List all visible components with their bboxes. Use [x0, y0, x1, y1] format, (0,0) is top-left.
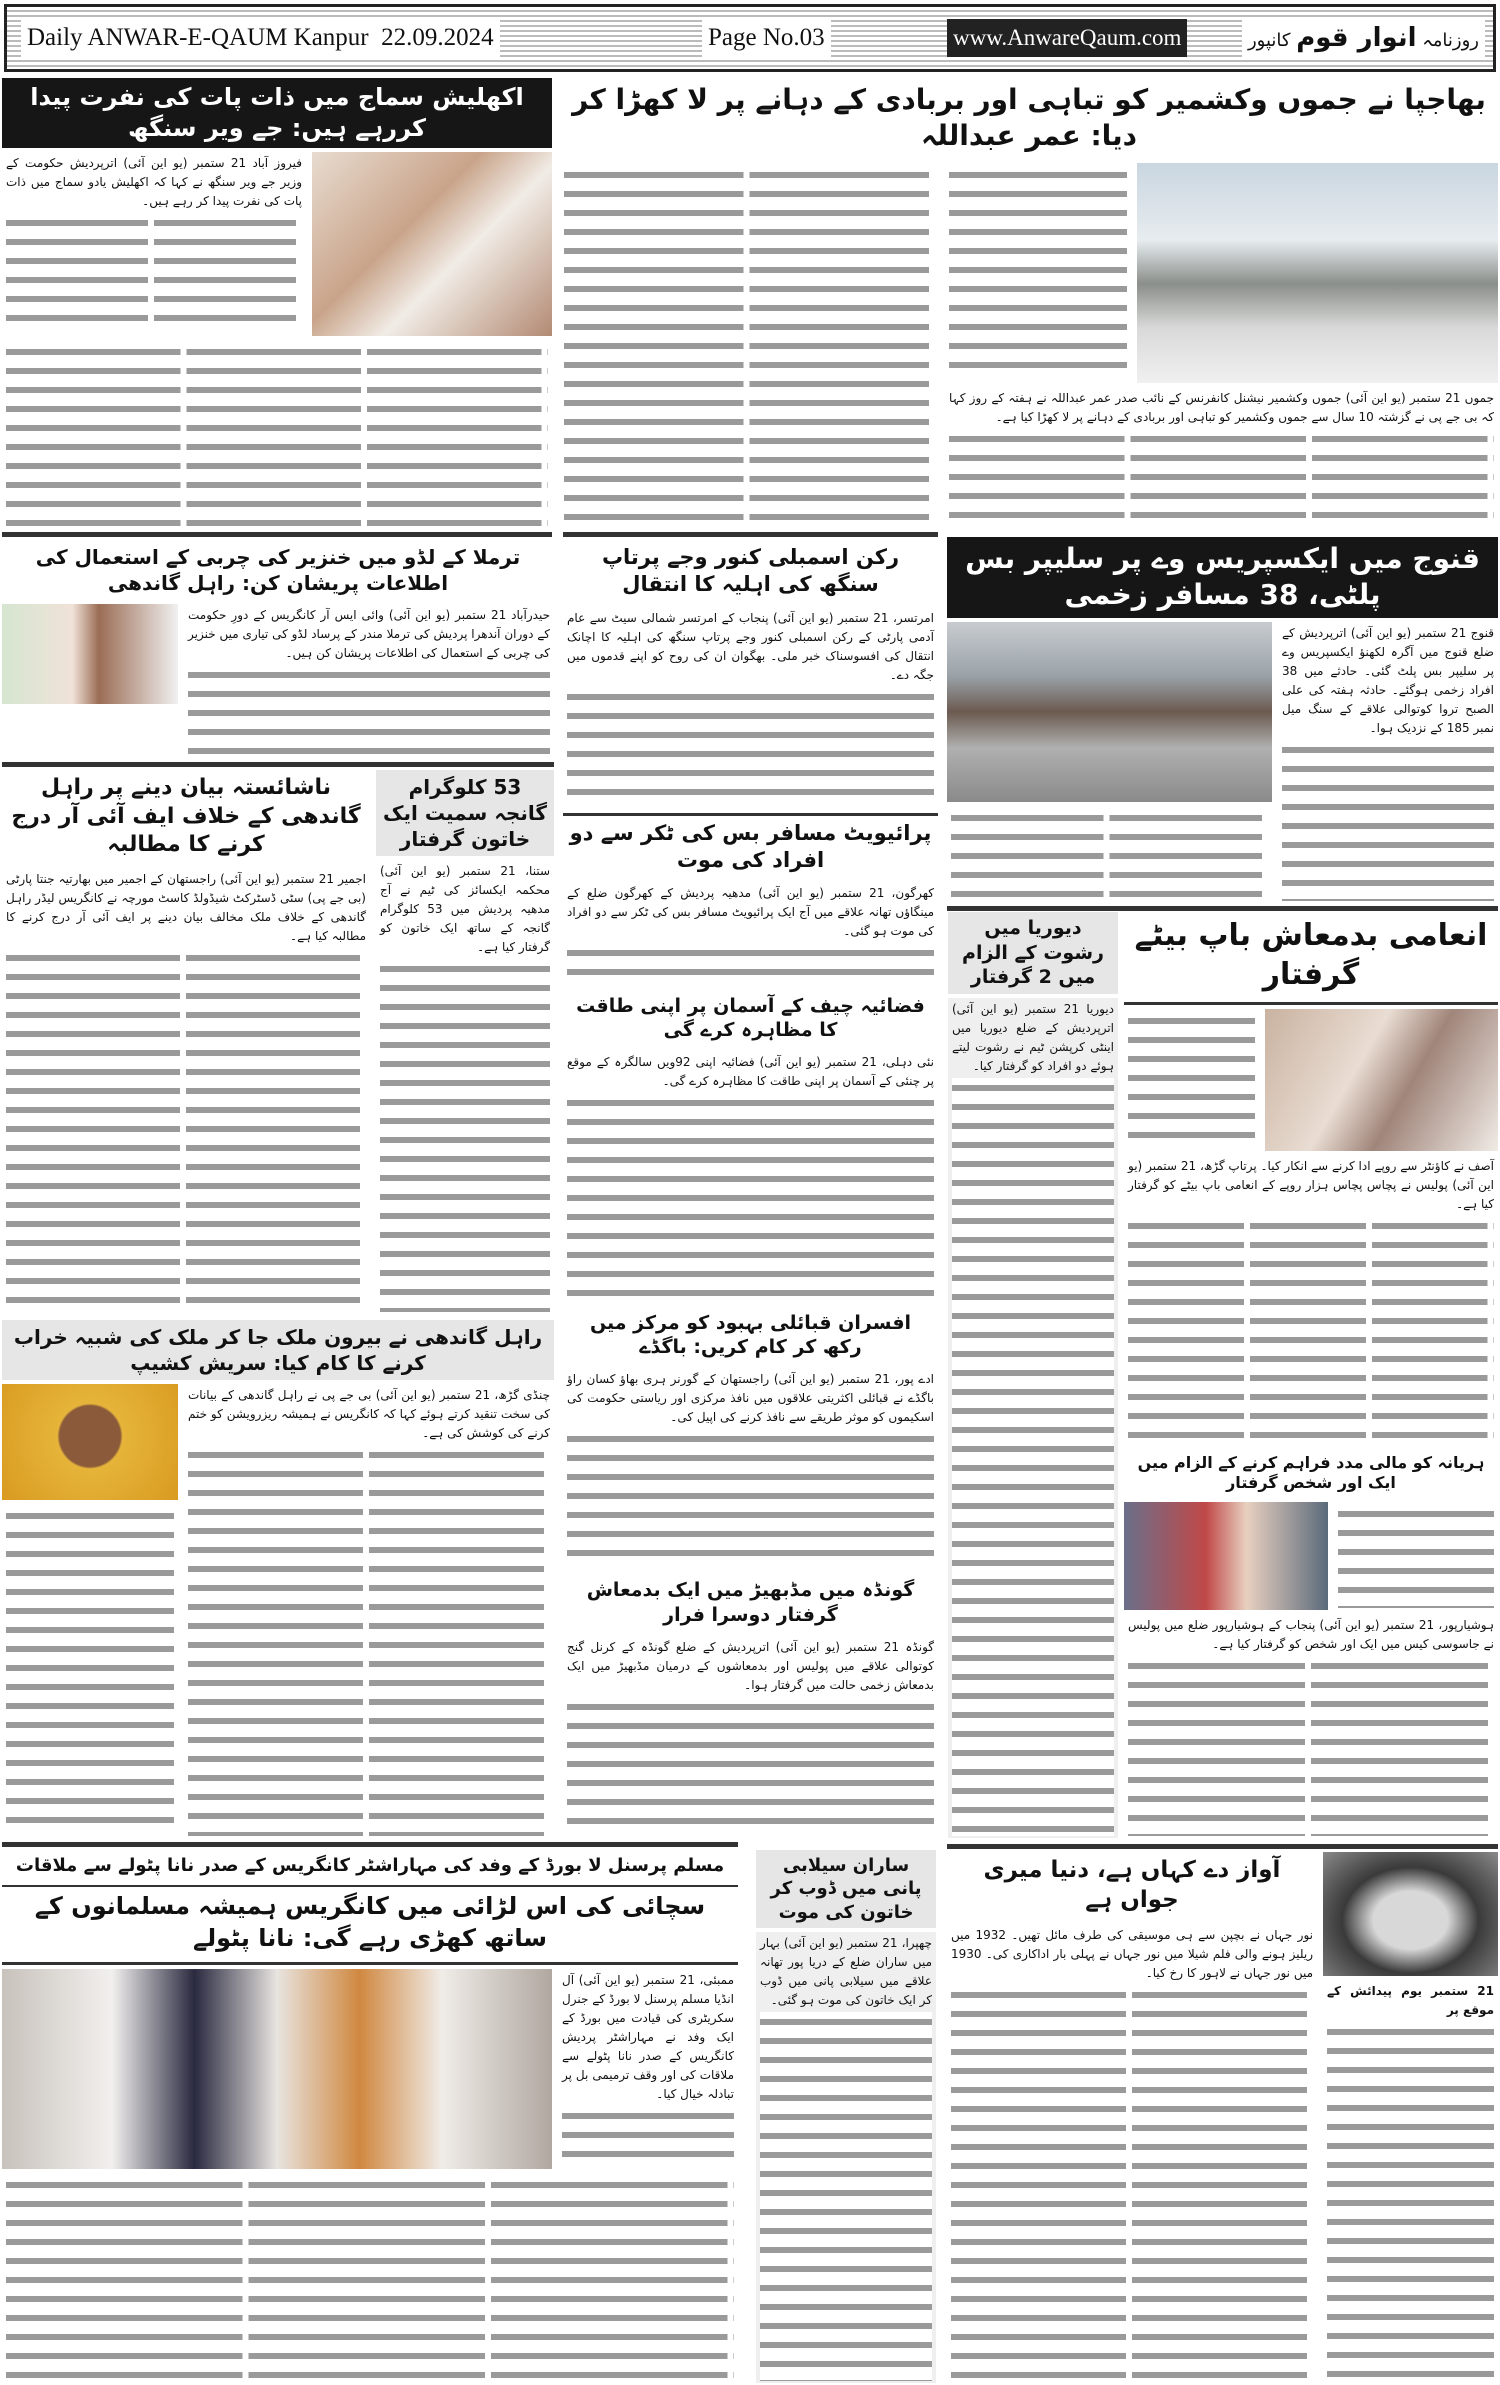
- delegation-photo: [2, 1969, 552, 2169]
- mla-wife-body: امرتسر، 21 ستمبر (یو این آئی) پنجاب کے امرتسر شمالی سیٹ سے عام آدمی پارٹی کے رکن اسمبلی کنور وجے پرتاپ سنگھ کی اہلیہ کا اچانک انتقال کی افسوسناک خبر ملی۔ بھگوان ان کی روح کو اپنے قدموں میں جگہ دے۔: [563, 607, 938, 809]
- gonda-body: گونڈہ 21 ستمبر (یو این آئی) اترپردیش کے ضلع گونڈہ کے کرنل گنج کوتوالی علاقے میں پولیس اور بدمعاشوں کے درمیان مڈبھیڑ میں ایک بدمعاش زخمی حالت میں گرفتار ہوا۔: [563, 1636, 938, 1838]
- ganja-headline: 53 کلوگرام گانجہ سمیت ایک خاتون گرفتار: [376, 770, 554, 856]
- inami-headline: انعامی بدمعاش باپ بیٹے گرفتار: [1134, 918, 1488, 992]
- logo-title: انوار قوم: [1296, 23, 1417, 53]
- newspaper-logo: [1242, 19, 1485, 57]
- tirupati-story: [2, 540, 554, 758]
- sachdev-body: چنڈی گڑھ، 21 ستمبر (یو این آئی) بی جے پی نے راہل گاندھی کے بیانات کی سخت تنقید کرتے ہوئے کہا کہ کانگریس نے ہمیشہ ریزرویشن کو ختم کرنے کی کوشش کی ہے۔: [184, 1384, 554, 1838]
- middle-column: [563, 540, 938, 1838]
- logo-city: کانپور: [1247, 30, 1291, 51]
- divider: [2, 532, 552, 537]
- rahul-fir-body: اجمیر 21 ستمبر (یو این آئی) راجستھان کے اجمیر میں بھارتیہ جنتا پارٹی (بی جے پی) سٹی ڈسٹرکٹ شیڈولڈ کاسٹ مورچہ نے کانگریس لیڈر راہل گاندھی کے خلاف ملک مخالف بیان دینے پر ایف آئی آر درج کرنے کا مطالبہ کیا ہے۔: [2, 868, 370, 1314]
- rahul-gandhi-photo: [2, 604, 178, 704]
- airforce-body: نئی دہلی، 21 ستمبر (یو این آئی) فضائیہ اپنی 92ویں سالگرہ کے موقع پر چنئی کے آسمان پر اپنی طاقت کا مظاہرہ کرے گی۔: [563, 1051, 938, 1303]
- omar-body-lower: جموں 21 ستمبر (یو این آئی) جموں وکشمیر نیشنل کانفرنس کے نائب صدر عمر عبداللہ نے ہفتہ کے روز کہا کہ بی جے پی نے گزشتہ 10 سال سے جموں وکشمیر کو تباہی اور بربادی کے دہانے پر لا کھڑا کیا ہے۔: [945, 387, 1498, 528]
- akhilesh-story: [2, 78, 552, 528]
- haryana-headline: ہریانہ کو مالی مدد فراہم کرنے کے الزام میں ایک اور شخص گرفتار: [1137, 1452, 1485, 1493]
- private-bus-body: کھرگون، 21 ستمبر (یو این آئی) مدھیہ پردیش کے کھرگون ضلع کے مینگاؤں تھانہ علاقے میں آج ایک پرائیویٹ مسافر بس کی ٹکر سے دو افراد کی موت ہو گئی۔: [563, 882, 938, 985]
- mla-wife-headline: رکن اسمبلی کنور وجے پرتاپ سنگھ کی اہلیہ کا انتقال: [601, 545, 900, 597]
- masthead: [4, 4, 1496, 72]
- private-bus-headline: پرائیویٹ مسافر بس کی ٹکر سے دو افراد کی موت: [563, 813, 938, 879]
- inami-body: آصف نے کاؤنٹر سے روپے ادا کرنے سے انکار کیا۔ پرتاپ گڑھ، 21 ستمبر (یو این آئی) پولیس نے پچاس پچاس ہزار روپے کے انعامی باپ بیٹے کو گرفتار کیا ہے۔: [1124, 1155, 1498, 1445]
- edition-date: 22.09.2024: [381, 24, 494, 51]
- lead-headline: بھاجپا نے جموں وکشمیر کو تباہی اور بربادی کے دہانے پر لا کھڑا کر دیا: عمر عبداللہ: [572, 83, 1486, 153]
- divider: [947, 1844, 1498, 1849]
- akhilesh-body: [2, 340, 552, 528]
- saran-body: چھپرا، 21 ستمبر (یو این آئی) بہار میں ساران ضلع کے دریا پور تھانہ علاقے میں سیلابی پانی میں ڈوب کر ایک خاتون کی موت ہو گئی۔: [756, 1932, 936, 2383]
- deoria-body: دیوریا 21 ستمبر (یو این آئی) اترپردیش کے ضلع دیوریا میں اینٹی کرپشن ٹیم نے رشوت لیتے ہوئے دو افراد کو گرفتار کیا۔: [948, 998, 1118, 1838]
- tirupati-headline: ترملا کے لڈو میں خنزیر کی چربی کے استعمال کی اطلاعات پریشان کن: راہل گاندھی: [35, 545, 521, 595]
- inami-body-side: [1124, 1009, 1259, 1151]
- gonda-headline: گونڈہ میں مڈبھیڑ میں ایک بدمعاش گرفتار دوسرا فرار: [586, 1579, 915, 1627]
- police-photo: [1124, 1502, 1328, 1610]
- airforce-headline: فضائیہ چیف کے آسمان پر اپنی طاقت کا مظاہرہ کرے گی: [576, 994, 925, 1042]
- noorjahan-body-side: [1323, 1980, 1498, 2383]
- right-middle-stories: [947, 912, 1498, 1838]
- logo-prefix: روزنامہ: [1422, 30, 1479, 51]
- omar-story: [560, 78, 1498, 528]
- tirupati-body: حیدرآباد 21 ستمبر (یو این آئی) وائی ایس آر کانگریس کے دورِ حکومت کے دوران آندھرا پردیش کی ترملا مندر کے پرساد لڈو کی تیاری میں خنزیر کی چربی کے استعمال کی اطلاعات پریشان کن ہیں۔: [184, 604, 554, 758]
- patole-kicker: مسلم پرسنل لا بورڈ کے وفد کی مہاراشٹر کانگریس کے صدر نانا پٹولے سے ملاقات: [15, 1855, 725, 1876]
- bus-accident-photo: [947, 622, 1272, 802]
- sachdev-body-continued: [2, 1504, 178, 1838]
- noorjahan-caption: 21 ستمبر یوم پیدائش کے موقع پر: [1327, 1984, 1494, 2017]
- sachdev-headline: راہل گاندھی نے بیرون ملک جا کر ملک کی شبیہ خراب کرنے کا کام کیا: سریش کشیپ: [2, 1320, 554, 1380]
- haryana-body-side: [1334, 1502, 1498, 1610]
- patole-story: [2, 1850, 738, 2383]
- divider: [1124, 1002, 1498, 1005]
- page-number: Page No.03: [702, 19, 831, 57]
- noorjahan-photo: [1323, 1852, 1498, 1976]
- tribal-body: ادے پور، 21 ستمبر (یو این آئی) راجستھان کے گورنر ہری بھاؤ کسان راؤ باگڈے نے قبائلی اکثریتی علاقوں میں نافذ مرکزی اور ریاستی حکومت کی اسکیموں کو موثر طریقے سے نافذ کرنے کی اپیل کی۔: [563, 1368, 938, 1570]
- saran-headline: ساران سیلابی پانی میں ڈوب کر خاتون کی موت: [756, 1850, 936, 1928]
- deoria-headline: دیوریا میں رشوت کے الزام میں 2 گرفتار: [948, 912, 1118, 994]
- rahul-fir-headline: ناشائستہ بیان دینے پر راہل گاندھی کے خلاف ایف آئی آر درج کرنے کا مطالبہ: [11, 775, 361, 858]
- politician-photo: [2, 1384, 178, 1500]
- akhilesh-headline: اکھلیش سماج میں ذات پات کی نفرت پیدا کررہے ہیں: جے ویر سنگھ: [2, 78, 552, 148]
- omar-body-side: [945, 163, 1131, 383]
- haryana-body: ہوشیارپور، 21 ستمبر (یو این آئی) پنجاب کے ہوشیارپور ضلع میں پولیس نے جاسوسی کیس میں ایک اور شخص کو گرفتار کیا ہے۔: [1124, 1614, 1498, 1838]
- kannauj-body: قنوج 21 ستمبر (یو این آئی) اترپردیش کے ضلع قنوج میں آگرہ لکھنؤ ایکسپریس وے پر سلیپر بس پلٹ گئی۔ حادثے میں 38 افراد زخمی ہوگئے۔ حادثہ ہفتہ کی علی الصبح تروا کوتوالی علاقے کے سنگ میل نمبر 185 کے نزدیک ہوا۔: [1278, 622, 1498, 903]
- tribal-headline: افسران قبائلی بہبود کو مرکز میں رکھ کر کام کریں: باگڈے: [589, 1311, 912, 1359]
- website-link[interactable]: www.AnwareQaum.com: [947, 19, 1187, 57]
- ganja-body: ستنا، 21 ستمبر (یو این آئی) محکمہ ایکسائز کی ٹیم نے آج مدھیہ پردیش میں 53 کلوگرام گانجہ کے ساتھ ایک خاتون کو گرفتار کیا ہے۔: [376, 860, 554, 1314]
- divider: [2, 762, 554, 767]
- patole-body: [2, 2173, 738, 2383]
- left-middle-stories: [2, 770, 554, 1314]
- edition-label: [21, 19, 500, 57]
- patole-headline: سچائی کی اس لڑائی میں کانگریس ہمیشہ مسلمانوں کے ساتھ کھڑی رہے گی: نانا پٹولے: [2, 1885, 738, 1957]
- sachdev-story: [2, 1320, 554, 1838]
- kannauj-body-continued: [947, 806, 1272, 903]
- edition-name: Daily ANWAR-E-QAUM Kanpur: [27, 24, 369, 51]
- omar-body-continued: [560, 163, 939, 528]
- divider: [563, 532, 938, 537]
- divider: [2, 1962, 738, 1965]
- patole-body-side: ممبئی، 21 ستمبر (یو این آئی) آل انڈیا مسلم پرسنل لا بورڈ کے جنرل سکریٹری کی قیادت میں بورڈ کے ایک وفد نے مہاراشٹر پردیش کانگریس کے صدر نانا پٹولے سے ملاقات کی اور وقف ترمیمی بل پر تبادلہ خیال کیا۔: [558, 1969, 738, 2169]
- noorjahan-headline: آواز دے کہاں ہے، دنیا میری جواں ہے: [983, 1857, 1281, 1913]
- kannauj-story: [947, 537, 1498, 903]
- kannauj-headline: قنوج میں ایکسپریس وے پر سلیپر بس پلٹی، 38 مسافر زخمی: [947, 537, 1498, 618]
- arrest-photo: [1265, 1009, 1498, 1151]
- akhilesh-photo: [312, 152, 552, 336]
- omar-photo: [1137, 163, 1498, 383]
- noorjahan-body: نور جہاں نے بچپن سے ہی موسیقی کی طرف مائل تھیں۔ 1932 میں ریلیز ہونے والی فلم شیلا میں نور جہاں نے پہلی بار اداکاری کی۔ 1930 میں نور جہاں نے لاہور کا رخ کیا۔: [947, 1924, 1317, 2383]
- saran-story: [756, 1850, 936, 2383]
- divider: [2, 1842, 738, 1847]
- divider: [947, 906, 1498, 911]
- noorjahan-story: [947, 1852, 1498, 2383]
- akhilesh-body-top: فیروز آباد 21 ستمبر (یو این آئی) اترپردیش حکومت کے وزیر جے ویر سنگھ نے کہا کہ اکھلیش یادو سماج میں ذات پات کی نفرت پیدا کر رہے ہیں۔: [2, 152, 306, 336]
